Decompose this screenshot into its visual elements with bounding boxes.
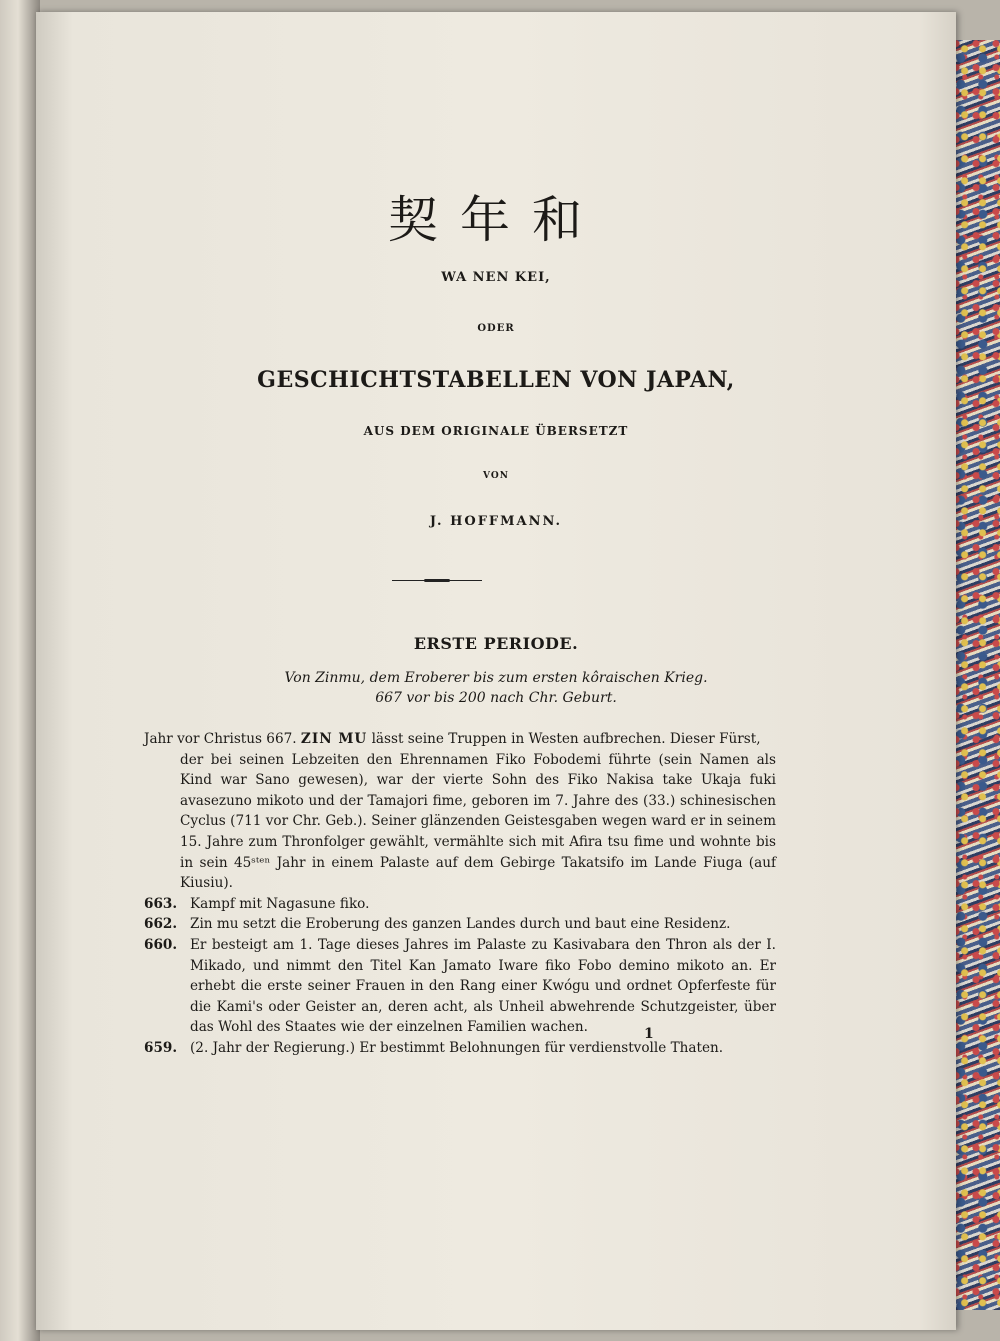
intro-name: ZIN MU xyxy=(300,731,368,747)
intro-label: Jahr vor Christus 667. xyxy=(144,731,297,747)
period-subtitle-line-2: 667 vor bis 200 nach Chr. Geburt. xyxy=(375,690,617,706)
marbled-cover-board xyxy=(952,40,1000,1310)
intro-first: lässt seine Truppen in Westen aufbrechen. Dieser Fürst, xyxy=(371,731,761,747)
book-page xyxy=(36,12,956,1330)
entry-year: 659. xyxy=(144,1039,178,1056)
author-name: J. HOFFMANN. xyxy=(429,514,563,529)
romanized-title: WA NEN KEI, xyxy=(441,270,551,285)
entry-year: 663. xyxy=(144,895,178,912)
intro-paragraph: der bei seinen Lebzeiten den Ehrennamen Fiko Fobodemi führte (sein Namen als Kind war Sano gewesen), war der vierte Sohn des Fiko Nakisa take Ukaja fuki avasezuno mikoto und der Tamajori fime, geboren im 7. Jahre des (33.) schinesischen Cyclus (711 vor Chr. Geb.). Seiner glänzenden Geistesgaben wegen ward er in seinem 15. Jahre zum Thronfolger gewählt, vermählte sich mit Afira tsu fime und wohnte bis in sein 45ˢᵗᵉⁿ Jahr in einem Palaste auf dem Gebirge Takatsifo im Lande Fiuga (auf Kiusiu). xyxy=(180,751,776,892)
page-content xyxy=(36,12,956,1330)
main-title: GESCHICHTSTABELLEN VON JAPAN, xyxy=(257,367,735,393)
entry-row xyxy=(144,935,776,1038)
page-number: 1 xyxy=(644,1026,654,1042)
subtitle: AUS DEM ORIGINALE ÜBERSETZT xyxy=(363,424,629,438)
entry-text: (2. Jahr der Regierung.) Er bestimmt Belohnungen für verdienstvolle Thaten. xyxy=(190,1039,724,1056)
period-subtitle xyxy=(136,668,856,708)
von-label: VON xyxy=(483,471,509,481)
entry-year: 660. xyxy=(144,936,178,953)
period-subtitle-line-1: Von Zinmu, dem Eroberer bis zum ersten kôraischen Krieg. xyxy=(284,670,708,686)
entry-year: 662. xyxy=(144,916,178,933)
period-title: ERSTE PERIODE. xyxy=(413,634,579,653)
ornament-divider xyxy=(392,579,482,583)
entry-row xyxy=(144,1038,776,1059)
entry-row xyxy=(144,914,776,935)
left-page-edge xyxy=(0,0,40,1341)
oder-label: ODER xyxy=(477,323,515,334)
entry-row xyxy=(144,894,776,915)
entry-text: Kampf mit Nagasune fiko. xyxy=(190,895,370,912)
kanji-title: 契年和 xyxy=(388,191,604,249)
entry-text: Er besteigt am 1. Tage dieses Jahres im Palaste zu Kasivabara den Thron als der I. Mikado, und nimmt den Titel Kan Jamato Iware fiko Fobo demino mikoto an. Er erhebt die erste seiner Frauen in den Rang einer Kwógu und ordnet Opferfeste für die Kami's oder Geister an, deren acht, als Unheil abwehrende Schutzgeister, über das Wohl des Staates wie der einzelnen Familien wachen. xyxy=(190,936,776,1036)
intro-line xyxy=(144,729,776,750)
entry-text: Zin mu setzt die Eroberung des ganzen Landes durch und baut eine Residenz. xyxy=(190,916,731,933)
chronology-text xyxy=(144,729,776,1059)
